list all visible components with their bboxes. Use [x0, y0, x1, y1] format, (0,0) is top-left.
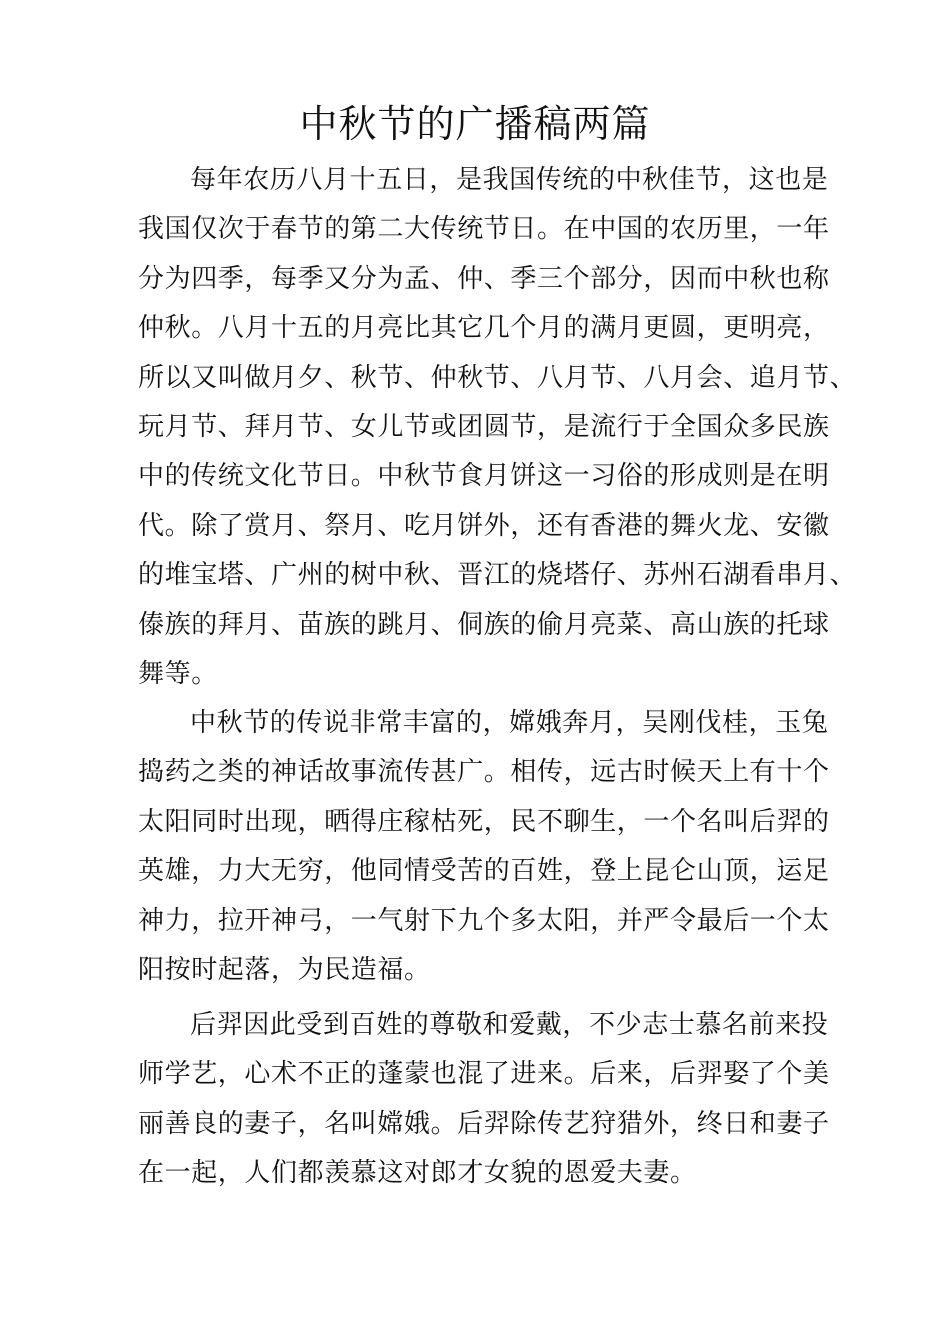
text-line: 太阳同时出现，晒得庄稼枯死，民不聊生，一个名叫后羿的: [138, 806, 830, 837]
text-line: 在一起，人们都羡慕这对郎才女貌的恩爱夫妻。: [138, 1158, 697, 1189]
paragraph-3: [138, 1001, 838, 1199]
text-line: 神力，拉开神弓，一气射下九个多太阳，并严令最后一个太: [138, 905, 830, 936]
text-line: 仲秋。八月十五的月亮比其它几个月的满月更圆，更明亮，: [138, 313, 830, 344]
text-line: 中的传统文化节日。中秋节食月饼这一习俗的形成则是在明: [138, 461, 830, 492]
text-line: 丽善良的妻子，名叫嫦娥。后羿除传艺狩猎外，终日和妻子: [138, 1108, 830, 1139]
text-line: 所以又叫做月夕、秋节、仲秋节、八月节、八月会、追月节、: [138, 362, 857, 393]
text-line: 中秋节的传说非常丰富的，嫦娥奔月，吴刚伐桂，玉兔: [190, 708, 829, 738]
text-line: 师学艺，心术不正的蓬蒙也混了进来。后来，后羿娶了个美: [138, 1059, 830, 1090]
text-line: 傣族的拜月、苗族的跳月、侗族的偷月亮菜、高山族的托球: [138, 609, 830, 640]
paragraph-1: [138, 156, 857, 699]
paragraph-2: [138, 699, 838, 995]
text-line: 代。除了赏月、祭月、吃月饼外，还有香港的舞火龙、安徽: [138, 510, 830, 541]
text-line: 的堆宝塔、广州的树中秋、晋江的烧塔仔、苏州石湖看串月、: [138, 560, 857, 591]
text-line: 分为四季，每季又分为孟、仲、季三个部分，因而中秋也称: [138, 263, 830, 294]
text-line: 每年农历八月十五日，是我国传统的中秋佳节，这也是: [190, 165, 829, 195]
text-line: 捣药之类的神话故事流传甚广。相传，远古时候天上有十个: [138, 757, 830, 788]
text-line: 后羿因此受到百姓的尊敬和爱戴，不少志士慕名前来投: [190, 1010, 829, 1040]
document-title: 中秋节的广播稿两篇: [299, 102, 651, 146]
text-line: 舞等。: [138, 658, 218, 689]
text-line: 阳按时起落，为民造福。: [138, 954, 431, 985]
text-line: 我国仅次于春节的第二大传统节日。在中国的农历里，一年: [138, 214, 830, 245]
text-line: 英雄，力大无穷，他同情受苦的百姓，登上昆仑山顶，运足: [138, 856, 830, 887]
text-line: 玩月节、拜月节、女儿节或团圆节，是流行于全国众多民族: [138, 411, 830, 442]
